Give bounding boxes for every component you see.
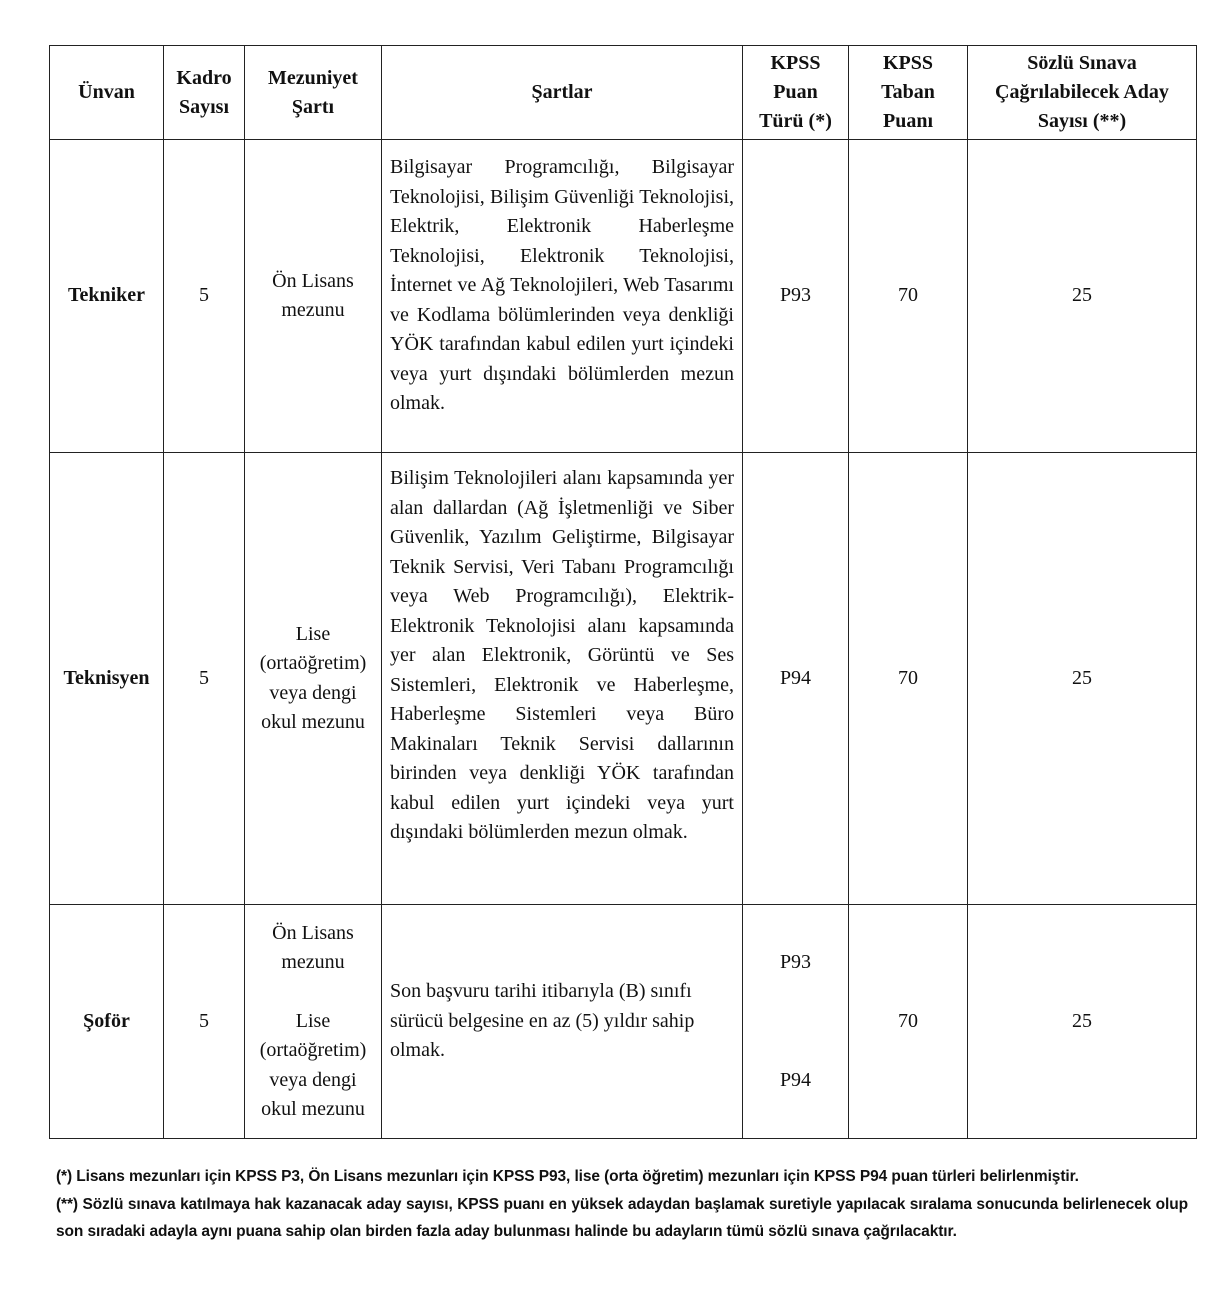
cell-kadro: 5 [164,140,245,453]
cell-unvan: Teknisyen [50,453,164,905]
cell-kadro: 5 [164,453,245,905]
header-row [50,46,1197,140]
cell-sozlu-aday-sayisi: 25 [968,140,1197,453]
header-puan-turu: KPSS Puan Türü (*) [743,46,849,140]
cell-sartlar: Bilgisayar Programcılığı, Bilgisayar Teknolojisi, Bilişim Güvenliği Teknolojisi, Elektrik, Elektronik Haberleşme Teknolojisi, Elektronik Teknolojisi, İnternet ve Ağ Teknolojileri, Web Tasarımı ve Kodlama bölümlerinden veya denkliği YÖK tarafından kabul edilen yurt içindeki veya yurt dışındaki bölümlerden mezun olmak. [382,140,743,453]
footnote-sozlu-sinav: (**) Sözlü sınava katılmaya hak kazanacak aday sayısı, KPSS puanı en yüksek adaydan başlamak suretiyle yapılacak sıralama sonucunda belirlenecek olup son sıradaki adayla aynı puana sahip olan birden fazla aday bulunması halinde bu adayların tümü sözlü sınava çağrılacaktır. [56,1195,1188,1240]
cell-taban-puani: 70 [849,453,968,905]
cell-taban-puani: 70 [849,905,968,1139]
cell-puan-turu: P93 [743,140,849,453]
cell-mezuniyet: Ön Lisans mezunu [245,140,382,453]
positions-table [49,45,1197,1139]
header-sozlu-aday-sayisi: Sözlü Sınava Çağrılabilecek Aday Sayısı (**) [968,46,1197,140]
footnote-puan-turu: (*) Lisans mezunları için KPSS P3, Ön Lisans mezunları için KPSS P93, lise (orta öğretim) mezunları için KPSS P94 puan türleri belirlenmiştir. [56,1168,1079,1185]
header-mezuniyet: Mezuniyet Şartı [245,46,382,140]
cell-mezuniyet: Ön Lisans mezunu Lise (ortaöğretim) veya dengi okul mezunu [245,905,382,1139]
table-row [50,453,1197,905]
cell-sartlar: Bilişim Teknolojileri alanı kapsamında yer alan dallardan (Ağ İşletmenliği ve Siber Güvenlik, Yazılım Geliştirme, Bilgisayar Teknik Servisi, Veri Tabanı Programcılığı veya Web Programcılığı), Elektrik-Elektronik Teknolojisi alanı kapsamında yer alan Elektronik, Görüntü ve Ses Sistemleri, Elektronik ve Haberleşme, Haberleşme Sistemleri veya Büro Makinaları Teknik Servisi dallarının birinden veya denkliği YÖK tarafından kabul edilen yurt içindeki veya yurt dışındaki bölümlerden mezun olmak. [382,453,743,905]
header-unvan: Ünvan [50,46,164,140]
cell-taban-puani: 70 [849,140,968,453]
header-taban-puani: KPSS Taban Puanı [849,46,968,140]
table-row [50,140,1197,453]
footnotes [56,1163,1188,1246]
cell-sozlu-aday-sayisi: 25 [968,453,1197,905]
cell-unvan: Tekniker [50,140,164,453]
cell-sartlar: Son başvuru tarihi itibarıyla (B) sınıfı sürücü belgesine en az (5) yıldır sahip olmak. [382,905,743,1139]
cell-puan-turu: P93 P94 [743,905,849,1139]
cell-sozlu-aday-sayisi: 25 [968,905,1197,1139]
cell-puan-turu: P94 [743,453,849,905]
cell-kadro: 5 [164,905,245,1139]
cell-unvan: Şoför [50,905,164,1139]
table-row [50,905,1197,1139]
cell-mezuniyet: Lise (ortaöğretim) veya dengi okul mezunu [245,453,382,905]
header-sartlar: Şartlar [382,46,743,140]
header-kadro: Kadro Sayısı [164,46,245,140]
